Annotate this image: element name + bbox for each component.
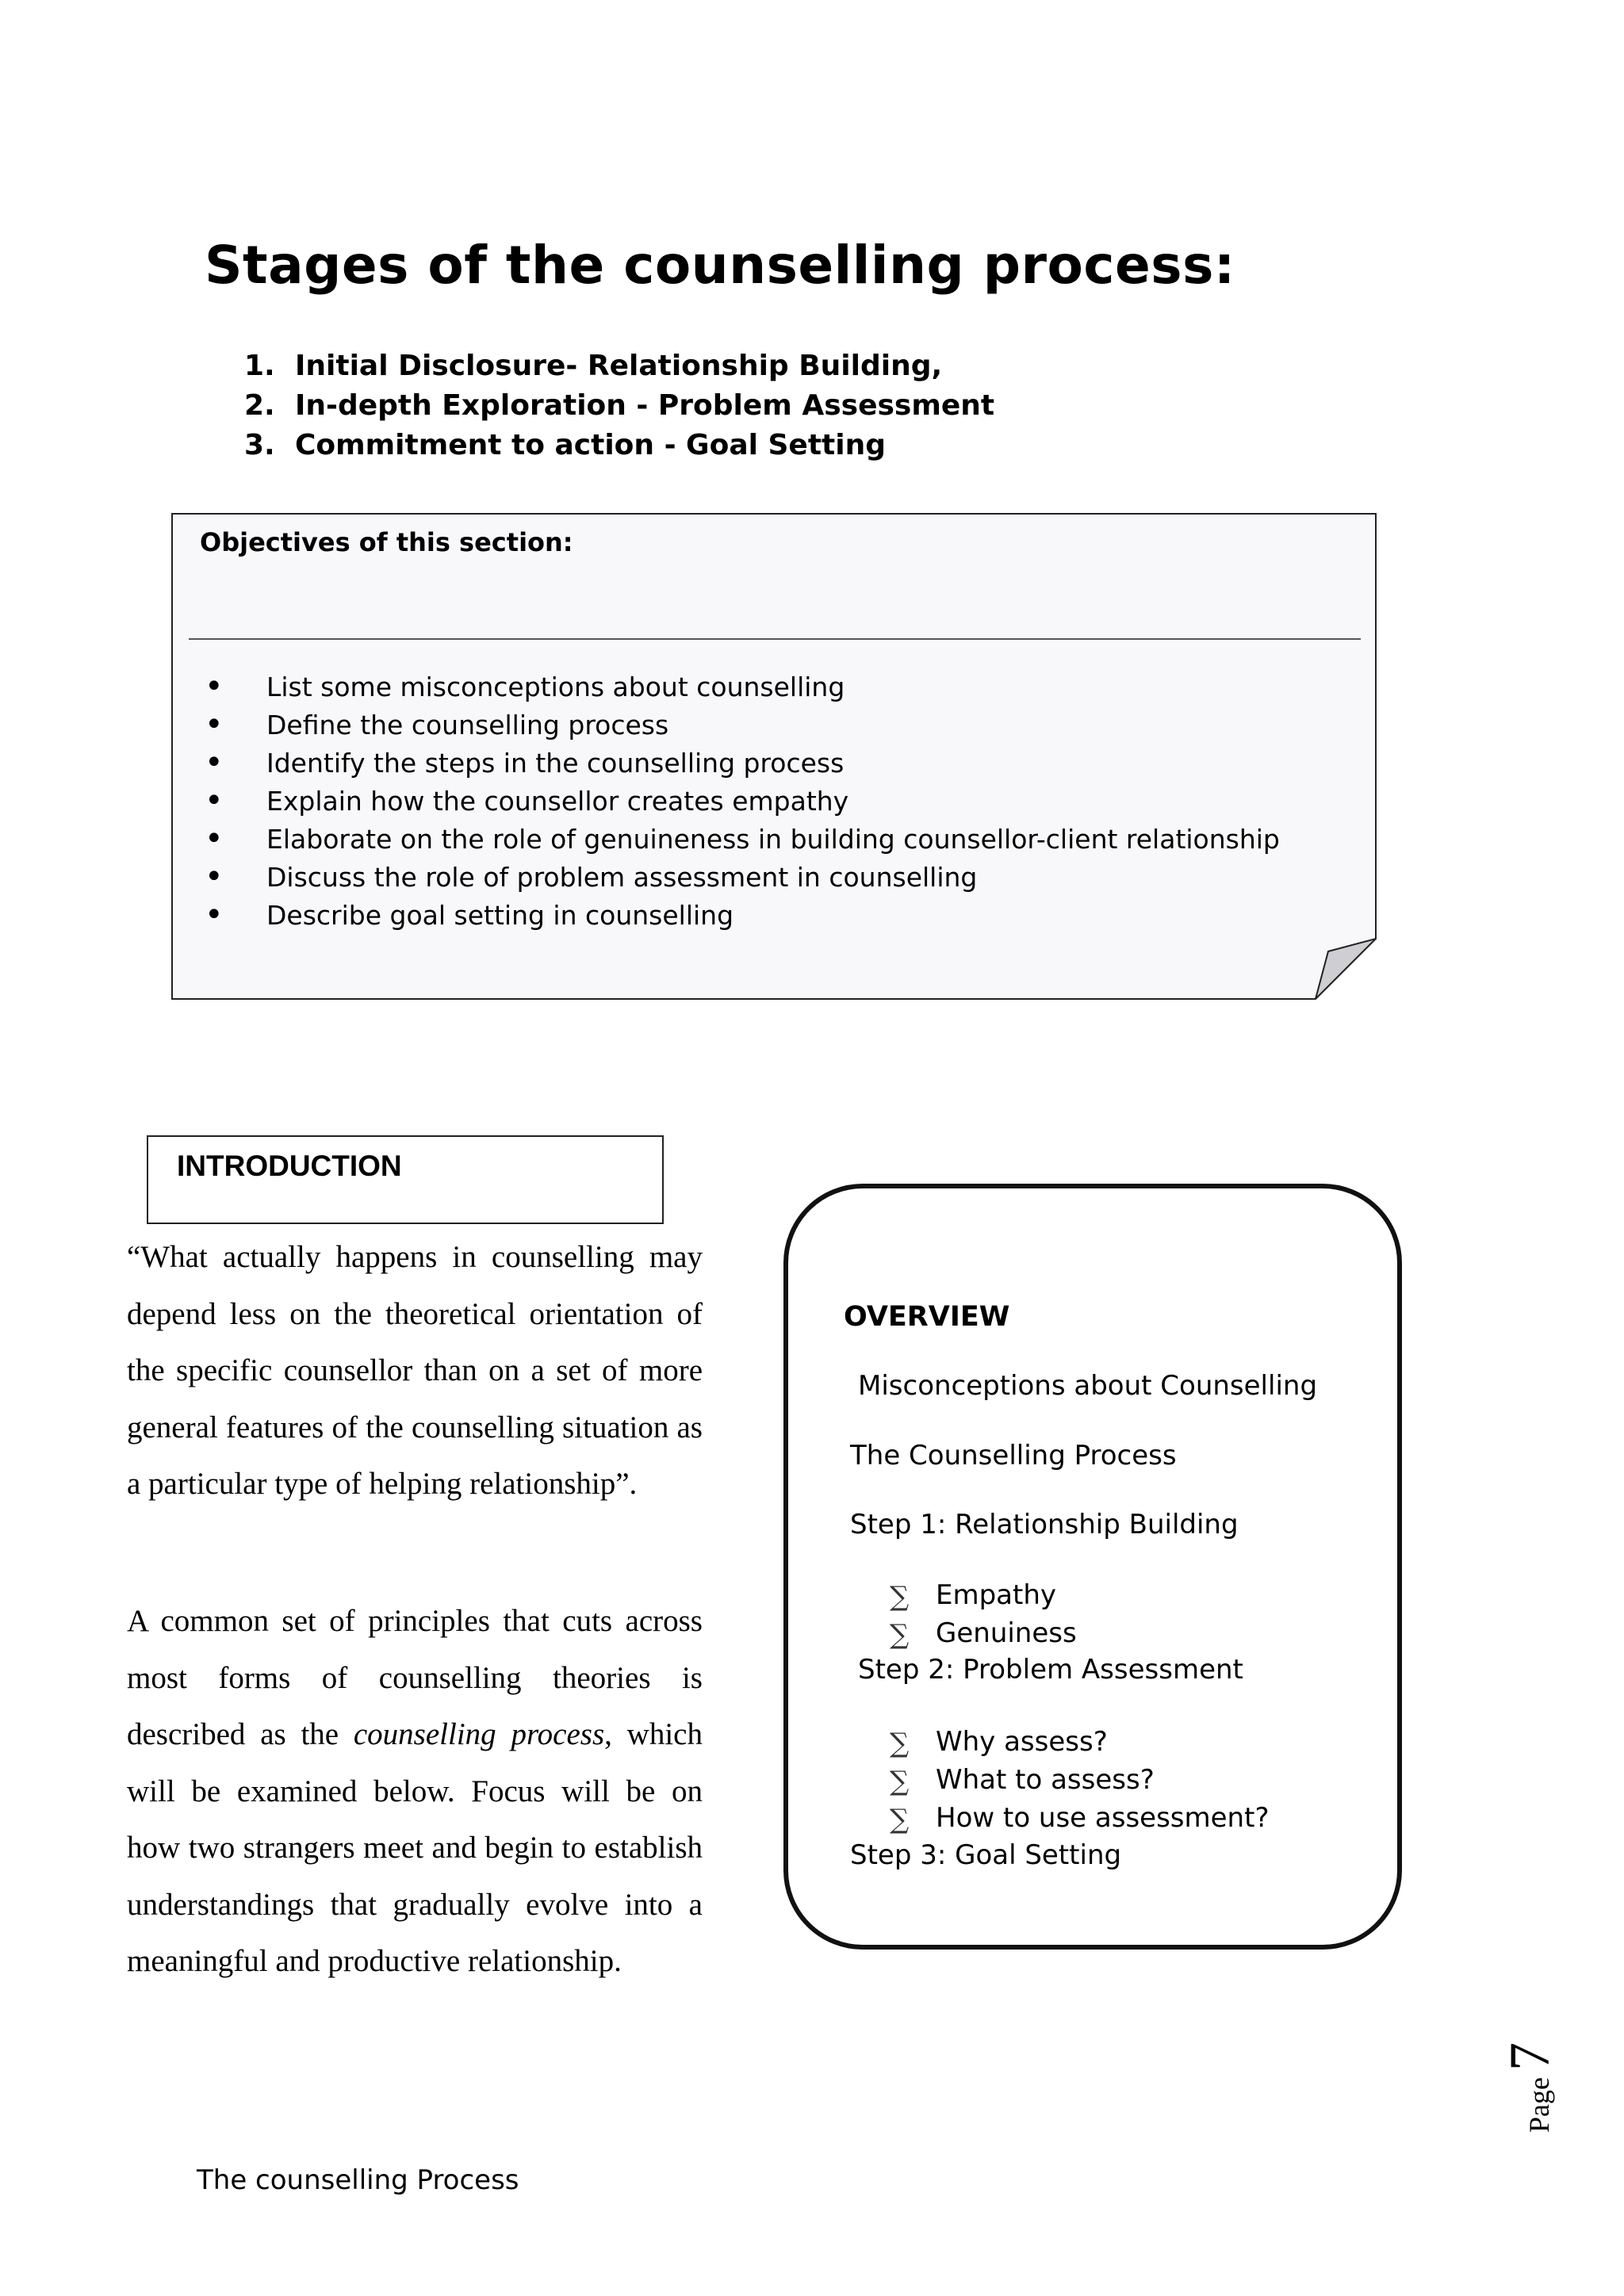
overview-step: Step 1: Relationship Building <box>850 1509 1239 1540</box>
stage-item: 1. Initial Disclosure- Relationship Building, <box>244 350 943 382</box>
list-item: • Discuss the role of problem assessment in counselling <box>195 859 1280 897</box>
stage-item: 2. In-depth Exploration - Problem Assessment <box>244 389 995 422</box>
overview-subitem: Genuiness <box>936 1617 1077 1649</box>
list-item: • List some misconceptions about counselling <box>195 668 1280 706</box>
page-number-value: 7 <box>1498 2042 1561 2072</box>
page-number <box>1497 1998 1561 2133</box>
footer-text: The counselling Process <box>197 2164 519 2196</box>
overview-subitem: Why assess? <box>936 1726 1108 1758</box>
divider <box>189 638 1361 640</box>
introduction-heading: INTRODUCTION <box>177 1150 402 1182</box>
list-item: • Elaborate on the role of genuineness in building counsellor-client relationship <box>195 821 1280 859</box>
overview-item: Misconceptions about Counselling <box>858 1370 1318 1402</box>
introduction-heading-box <box>147 1135 664 1224</box>
intro-paragraph: A common set of principles that cuts across most forms of counselling theories is described as the counselling process, which will be examined below. Focus will be on how two strangers meet and begin to establish understandings that gradually evolve into a meaningful and productive relationship. <box>127 1604 703 1978</box>
overview-item: The Counselling Process <box>850 1440 1177 1471</box>
overview-step: Step 2: Problem Assessment <box>858 1654 1243 1686</box>
list-item: • Describe goal setting in counselling <box>195 897 1280 935</box>
page-title: Stages of the counselling process: <box>205 235 1235 296</box>
overview-box <box>783 1184 1402 1950</box>
stage-item: 3. Commitment to action - Goal Setting <box>244 429 886 461</box>
list-item: • Identify the steps in the counselling process <box>195 744 1280 783</box>
page-label: Page <box>1523 2077 1555 2133</box>
overview-subitem: How to use assessment? <box>936 1802 1270 1834</box>
objectives-list <box>195 668 1280 935</box>
overview-subitem: What to assess? <box>936 1764 1155 1796</box>
list-item: • Define the counselling process <box>195 706 1280 744</box>
objectives-panel <box>171 513 1377 1000</box>
intro-paragraph: “What actually happens in counselling may depend less on the theoretical orientation of the specific counsellor than on a set of more general features of the counselling situation as a particular type of helping relationship”. <box>127 1240 703 1501</box>
list-item: • Explain how the counsellor creates empathy <box>195 783 1280 821</box>
objectives-heading: Objectives of this section: <box>200 527 573 557</box>
sigma-bullet-icon: ∑ <box>890 1728 910 1759</box>
stages-list <box>244 346 994 465</box>
sigma-bullet-icon: ∑ <box>890 1766 910 1797</box>
sigma-bullet-icon: ∑ <box>890 1581 910 1613</box>
emphasis-text: counselling process <box>353 1717 605 1751</box>
sigma-bullet-icon: ∑ <box>890 1619 910 1651</box>
overview-subitem: Empathy <box>936 1579 1057 1611</box>
sigma-bullet-icon: ∑ <box>890 1804 910 1835</box>
overview-title: OVERVIEW <box>844 1301 1010 1333</box>
overview-step: Step 3: Goal Setting <box>850 1839 1122 1871</box>
